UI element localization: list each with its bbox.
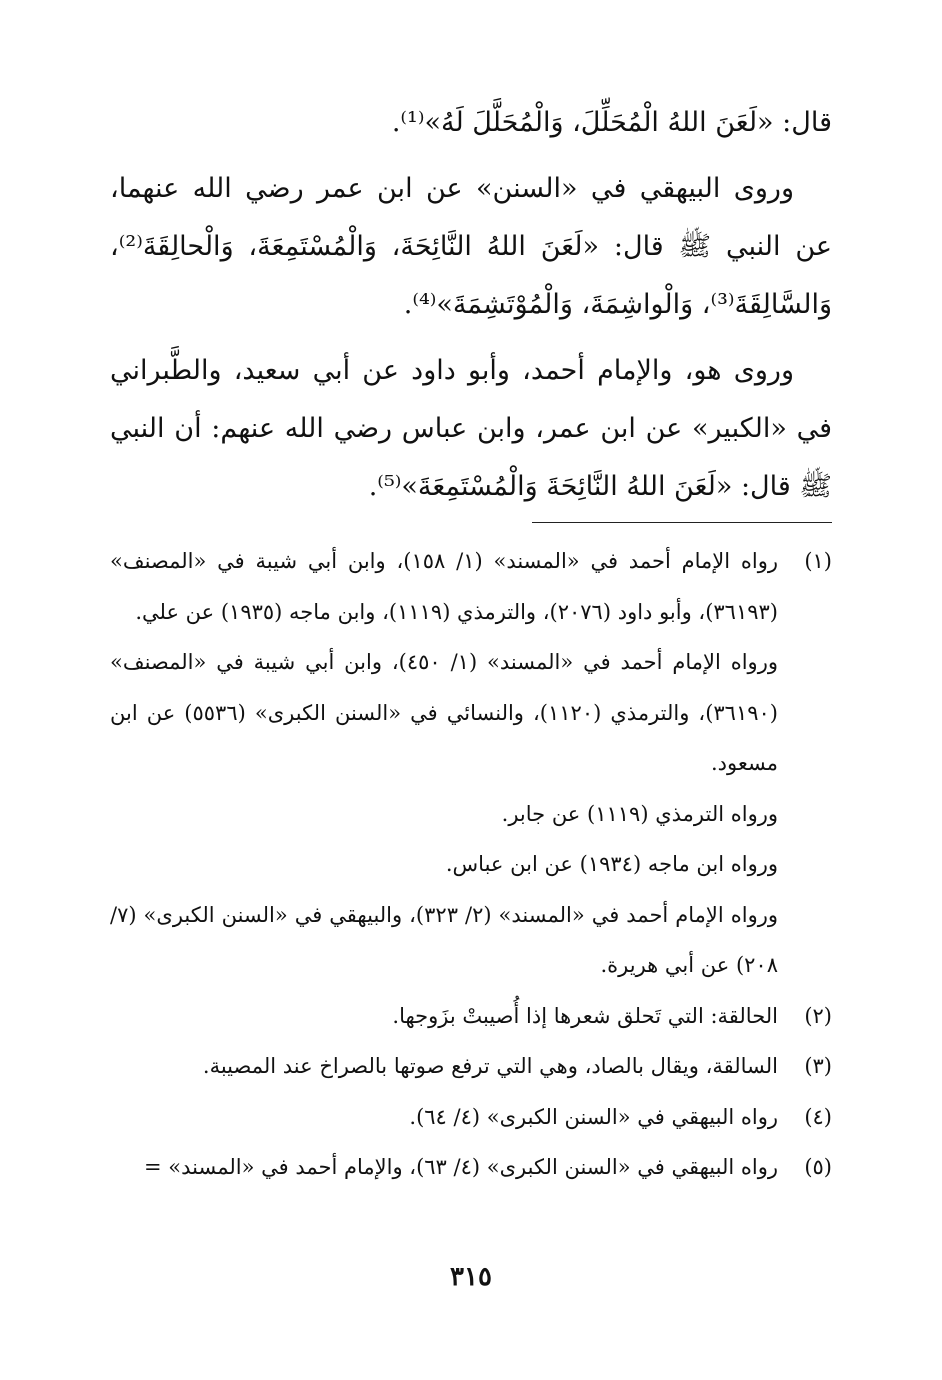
footnote-1 (110, 536, 832, 637)
footnotes (110, 536, 832, 1193)
footnote-2 (110, 991, 832, 1042)
footnote-divider (532, 522, 832, 523)
main-paragraph: وروى هو، والإمام أحمد، وأبو داود عن أبي سعيد، والطَّبراني في «الكبير» عن ابن عمر، وابن عباس رضي الله عنهم: أن النبي ﷺ قال: «لَعَنَ اللهُ النَّائِحَةَ وَالْمُسْتَمِعَةَ»⁽⁵⁾. (110, 355, 832, 502)
footnote-continuation: ورواه الإمام أحمد في «المسند» (١/ ٤٥٠)، وابن أبي شيبة في «المصنف» (٣٦١٩٠)، والترمذي (١١٢٠)، والنسائي في «السنن الكبرى» (٥٥٣٦) عن ابن مسعود. (110, 650, 778, 775)
main-paragraph: وروى البيهقي في «السنن» عن ابن عمر رضي الله عنهما، عن النبي ﷺ قال: «لَعَنَ اللهُ النَّائِحَةَ، وَالْمُسْتَمِعَةَ، وَالْحالِقَةَ⁽²⁾، وَالسَّالِقَةَ⁽³⁾، وَالْواشِمَةَ، وَالْمُوْتَشِمَةَ»⁽⁴⁾. (110, 173, 832, 320)
main-paragraph: قال: «لَعَنَ اللهُ الْمُحَلِّلَ، وَالْمُحَلَّلَ لَهُ»⁽¹⁾. (391, 107, 832, 138)
footnote-text: رواه البيهقي في «السنن الكبرى» (٤/ ٦٤). (409, 1104, 778, 1129)
footnote-number: (١) (804, 549, 832, 573)
footnote-text: رواه الإمام أحمد في «المسند» (١/ ١٥٨)، وابن أبي شيبة في «المصنف» (٣٦١٩٣)، وأبو داود (٢٠٧٦)، والترمذي (١١١٩)، وابن ماجه (١٩٣٥) عن علي. (110, 549, 778, 624)
footnote-4 (110, 1092, 832, 1143)
footnote-continuation: ورواه الإمام أحمد في «المسند» (٢/ ٣٢٣)، والبيهقي في «السنن الكبرى» (٧/ ٢٠٨) عن أبي هريرة. (110, 902, 778, 977)
main-text (110, 94, 832, 524)
footnote-text: الحالقة: التي تَحلق شعرها إذا أُصيبتْ بزَوجها. (392, 1003, 778, 1028)
footnote-number: (٣) (804, 1054, 832, 1078)
footnote-3 (110, 1041, 832, 1092)
page-number: ٣١٥ (450, 1262, 492, 1292)
footnote-text: رواه البيهقي في «السنن الكبرى» (٤/ ٦٣)، والإمام أحمد في «المسند» = (144, 1155, 778, 1179)
footnote-text: السالقة، ويقال بالصاد، وهي التي ترفع صوتها بالصراخ عند المصيبة. (202, 1054, 778, 1078)
footnote-continuation: ورواه ابن ماجه (١٩٣٤) عن ابن عباس. (445, 852, 778, 876)
footnote-5 (110, 1142, 832, 1193)
footnote-number: (٢) (804, 1003, 832, 1028)
footnote-continuation: ورواه الترمذي (١١١٩) عن جابر. (501, 801, 778, 826)
footnote-number: (٥) (804, 1155, 832, 1179)
footnote-number: (٤) (804, 1104, 832, 1129)
